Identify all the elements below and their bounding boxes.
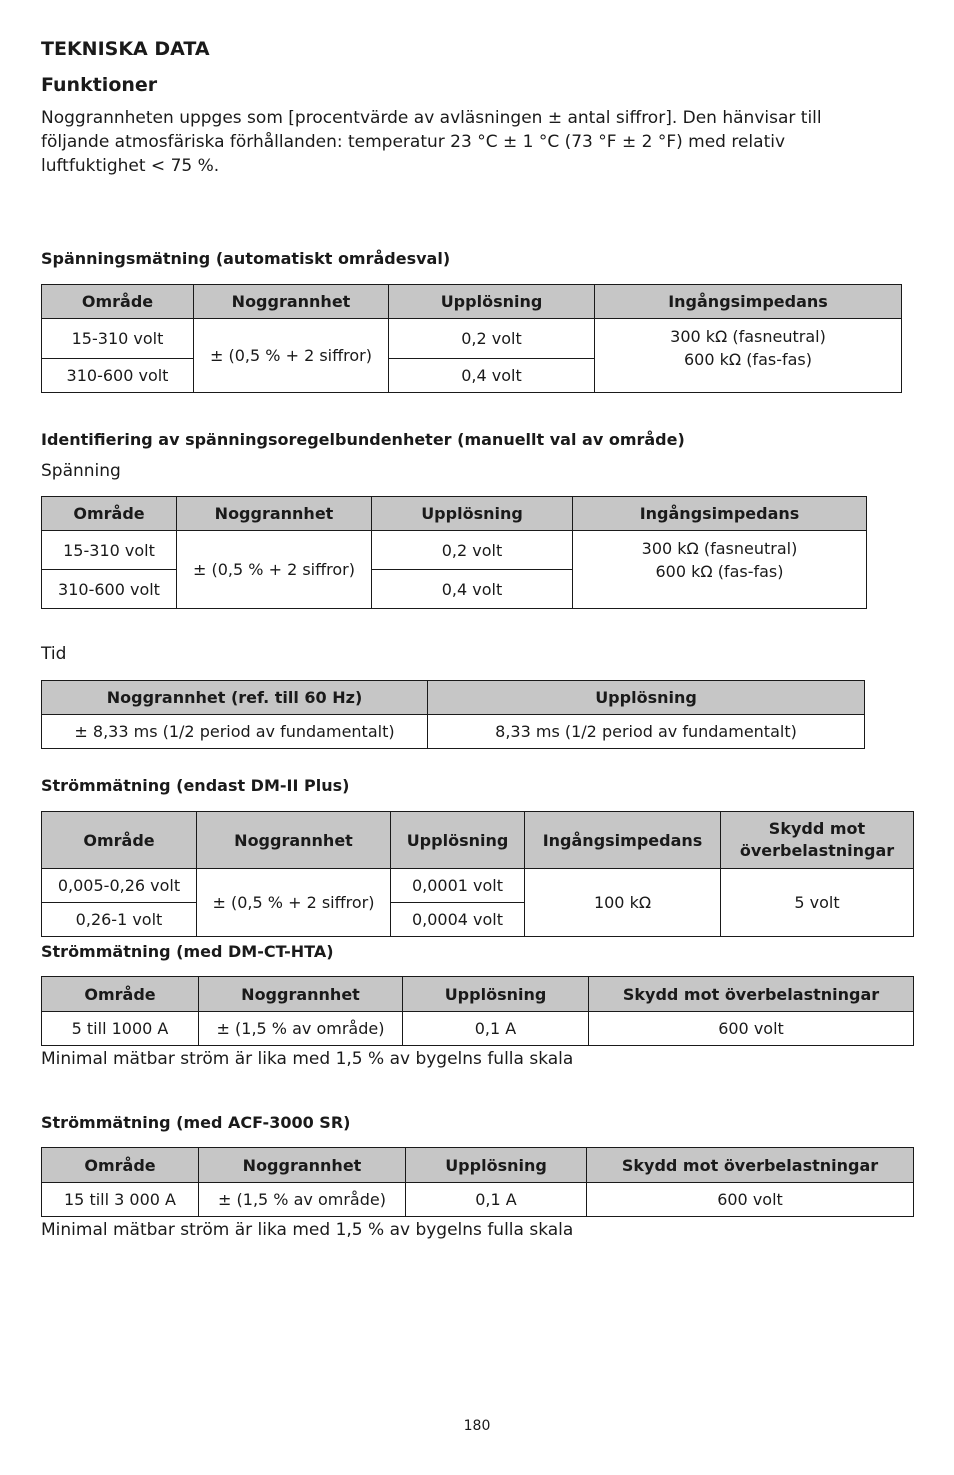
current-acf-table <box>41 1147 914 1217</box>
intro-paragraph: Noggrannheten uppges som [procentvärde av avläsningen ± antal siffror]. Den hänvisar till följande atmosfäriska förhållanden: temperatur 23 °C ± 1 °C (73 °F ± 2 °F) med relativ luftfuktighet < 75 %. <box>41 108 822 176</box>
irregularities-voltage-table <box>41 496 867 609</box>
impedance-line: 600 kΩ (fas-fas) <box>683 350 812 369</box>
accuracy-cell: ± (0,5 % + 2 siffror) <box>197 869 391 937</box>
col-header: Upplösning <box>406 1148 587 1183</box>
protection-cell: 600 volt <box>589 1012 914 1046</box>
col-header: Ingångsimpedans <box>573 497 867 531</box>
resolution-cell: 0,4 volt <box>389 359 595 393</box>
range-cell: 5 till 1000 A <box>42 1012 199 1046</box>
col-header: Område <box>42 977 199 1012</box>
voltage-auto-title: Spänningsmätning (automatiskt områdesval) <box>41 249 451 268</box>
time-label: Tid <box>41 644 67 664</box>
page-heading: TEKNISKA DATA <box>41 38 210 60</box>
time-resolution-cell: 8,33 ms (1/2 period av fundamentalt) <box>428 715 865 749</box>
resolution-cell: 0,4 volt <box>372 570 573 609</box>
col-header: Noggrannhet <box>197 812 391 869</box>
current-hta-title: Strömmätning (med DM-CT-HTA) <box>41 942 334 961</box>
protection-cell: 600 volt <box>587 1183 914 1217</box>
current-dm-table <box>41 811 914 937</box>
accuracy-cell: ± (1,5 % av område) <box>199 1012 403 1046</box>
col-header: Upplösning <box>389 285 595 319</box>
col-header: Område <box>42 1148 199 1183</box>
page-number: 180 <box>463 1418 491 1434</box>
col-header: Noggrannhet <box>199 977 403 1012</box>
range-cell: 15 till 3 000 A <box>42 1183 199 1217</box>
impedance-cell: 100 kΩ <box>525 869 721 937</box>
time-table <box>41 680 865 749</box>
current-acf-note: Minimal mätbar ström är lika med 1,5 % av bygelns fulla skala <box>41 1220 574 1240</box>
range-cell: 0,26-1 volt <box>42 903 197 937</box>
col-header: Upplösning <box>391 812 525 869</box>
col-header: Noggrannhet <box>194 285 389 319</box>
impedance-line: 600 kΩ (fas-fas) <box>655 562 784 581</box>
col-header: Upplösning <box>372 497 573 531</box>
col-header: Noggrannhet (ref. till 60 Hz) <box>42 681 428 715</box>
current-hta-table <box>41 976 914 1046</box>
col-header: Område <box>42 497 177 531</box>
irregularities-title: Identifiering av spänningsoregelbundenheter (manuellt val av område) <box>41 430 685 449</box>
col-header: Skydd mot överbelastningar <box>589 977 914 1012</box>
impedance-cell <box>573 531 867 609</box>
current-dm-title: Strömmätning (endast DM-II Plus) <box>41 776 350 795</box>
section-heading-funktioner: Funktioner <box>41 74 158 96</box>
impedance-line: 300 kΩ (fasneutral) <box>641 539 798 558</box>
col-header: Noggrannhet <box>177 497 372 531</box>
resolution-cell: 0,1 A <box>403 1012 589 1046</box>
accuracy-cell: ± (0,5 % + 2 siffror) <box>177 531 372 609</box>
resolution-cell: 0,1 A <box>406 1183 587 1217</box>
range-cell: 310-600 volt <box>42 359 194 393</box>
resolution-cell: 0,2 volt <box>372 531 573 570</box>
col-header: Upplösning <box>403 977 589 1012</box>
current-hta-note: Minimal mätbar ström är lika med 1,5 % av bygelns fulla skala <box>41 1049 574 1069</box>
range-cell: 15-310 volt <box>42 319 194 359</box>
impedance-cell <box>595 319 902 393</box>
resolution-cell: 0,0004 volt <box>391 903 525 937</box>
resolution-cell: 0,2 volt <box>389 319 595 359</box>
protection-cell: 5 volt <box>721 869 914 937</box>
impedance-line: 300 kΩ (fasneutral) <box>670 327 826 346</box>
range-cell: 0,005-0,26 volt <box>42 869 197 903</box>
col-header: Skydd mot överbelastningar <box>721 812 914 869</box>
range-cell: 310-600 volt <box>42 570 177 609</box>
col-header: Område <box>42 812 197 869</box>
col-header: Upplösning <box>428 681 865 715</box>
col-header: Noggrannhet <box>199 1148 406 1183</box>
col-header: Ingångsimpedans <box>595 285 902 319</box>
voltage-auto-table <box>41 284 902 393</box>
time-accuracy-cell: ± 8,33 ms (1/2 period av fundamentalt) <box>42 715 428 749</box>
col-header: Ingångsimpedans <box>525 812 721 869</box>
accuracy-cell: ± (1,5 % av område) <box>199 1183 406 1217</box>
col-header: Skydd mot överbelastningar <box>587 1148 914 1183</box>
current-acf-title: Strömmätning (med ACF-3000 SR) <box>41 1113 351 1132</box>
voltage-label: Spänning <box>41 461 121 481</box>
resolution-cell: 0,0001 volt <box>391 869 525 903</box>
accuracy-cell: ± (0,5 % + 2 siffror) <box>194 319 389 393</box>
range-cell: 15-310 volt <box>42 531 177 570</box>
col-header: Område <box>42 285 194 319</box>
